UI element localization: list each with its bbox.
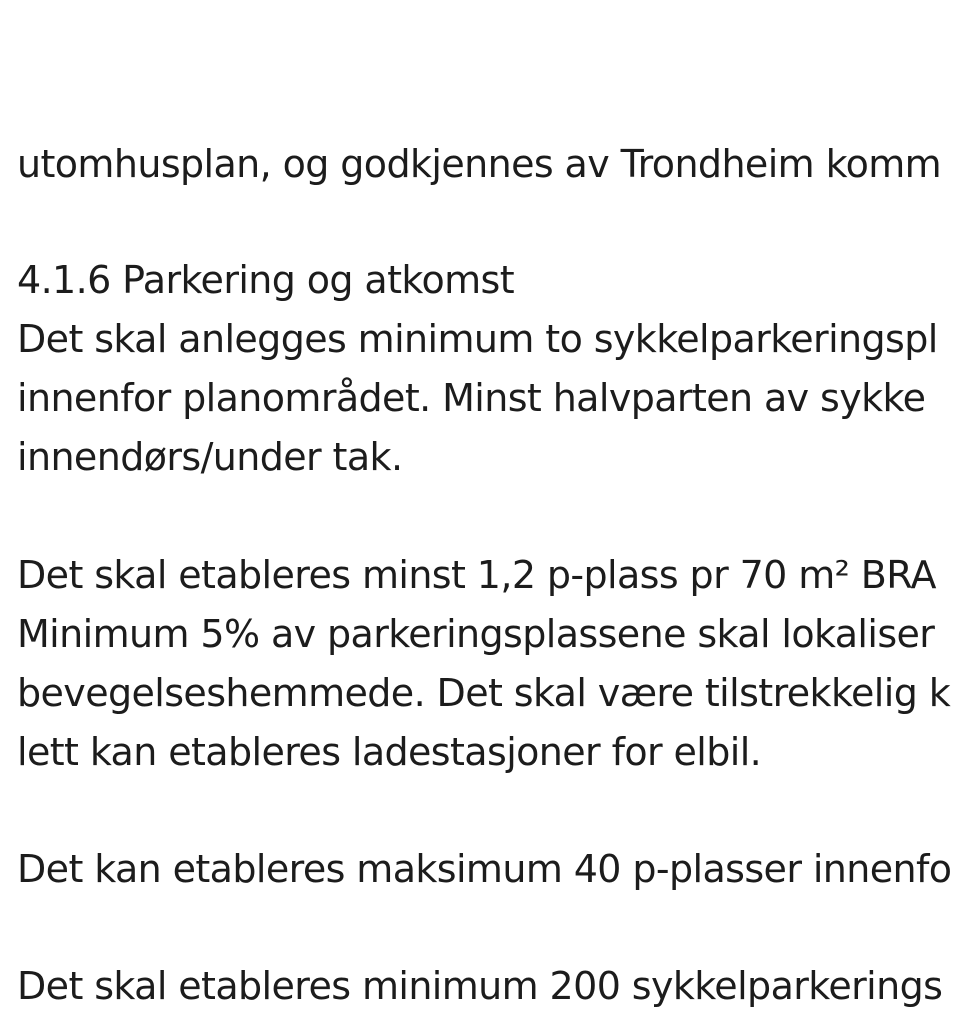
paragraph-line: Det skal etableres minimum 200 sykkelparkerings [17,964,943,1008]
paragraph-line: Det skal etableres minst 1,2 p-plass pr 70 m² BRA [17,553,936,597]
section-heading: 4.1.6 Parkering og atkomst [17,258,515,302]
paragraph-line: innendørs/under tak. [17,435,403,479]
paragraph-line: bevegelseshemmede. Det skal være tilstrekkelig k [17,671,951,715]
text-line-intro: utomhusplan, og godkjennes av Trondheim komm [17,142,942,186]
paragraph-line: lett kan etableres ladestasjoner for elbil. [17,730,762,774]
paragraph-line: Minimum 5% av parkeringsplassene skal lokaliser [17,612,935,656]
paragraph-line: innenfor planområdet. Minst halvparten av sykke [17,376,926,420]
paragraph-line: Det kan etableres maksimum 40 p-plasser innenfo [17,847,952,891]
paragraph-line: Det skal anlegges minimum to sykkelparkeringspl [17,317,938,361]
